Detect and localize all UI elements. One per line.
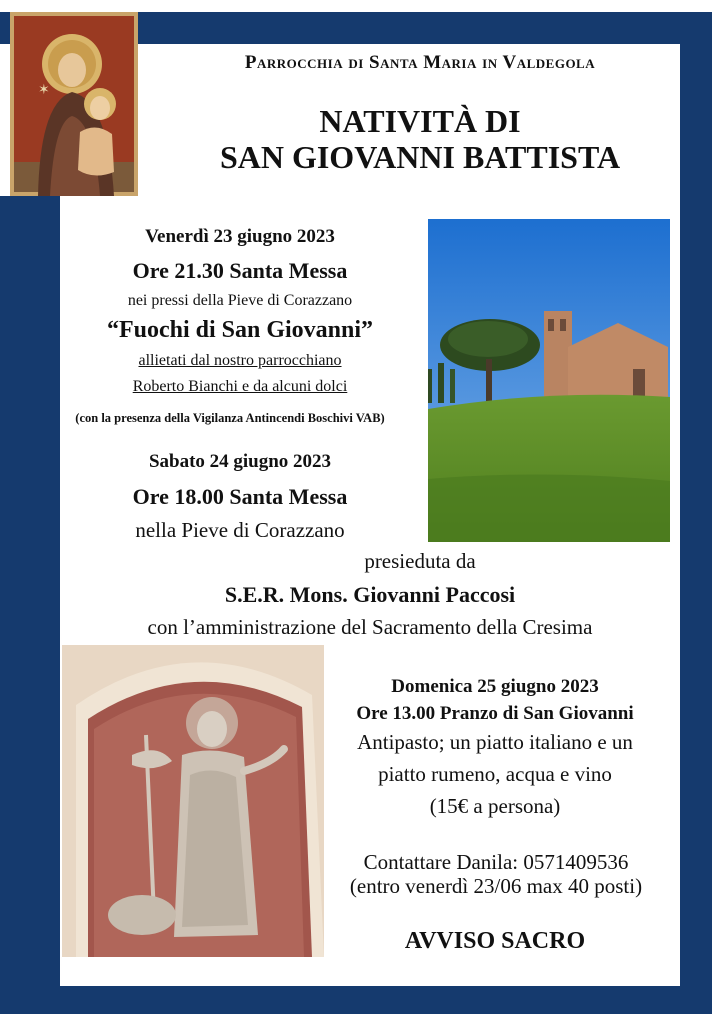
friday-mass: Ore 21.30 Santa Messa: [132, 258, 348, 283]
sunday-menu-2: piatto rumeno, acqua e vino: [378, 762, 612, 786]
frame-left: [0, 196, 60, 1014]
sunday-menu-1: Antipasto; un piatto italiano e un: [357, 730, 633, 754]
notice-label: AVVISO SACRO: [404, 928, 586, 954]
title-line-2: SAN GIOVANNI BATTISTA: [219, 139, 621, 175]
saturday-mass: Ore 18.00 Santa Messa: [132, 484, 348, 509]
frame-bottom: [0, 986, 712, 1014]
sunday-contact: Contattare Danila: 0571409536: [363, 850, 629, 874]
saturday-confirmation: con l’amministrazione del Sacramento della Cresima: [147, 615, 593, 639]
saturday-date: Sabato 24 giugno 2023: [148, 451, 332, 472]
svg-text:✶: ✶: [38, 82, 50, 98]
saturday-bishop: S.E.R. Mons. Giovanni Paccosi: [224, 582, 516, 607]
friday-place: nei pressi della Pieve di Corazzano: [127, 292, 353, 309]
madonna-painting: [10, 12, 138, 196]
friday-presence: (con la presenza della Vigilanza Antincendi Boschivi VAB): [75, 411, 385, 425]
church-photo: [428, 219, 670, 542]
friday-date: Venerdì 23 giugno 2023: [145, 226, 335, 247]
sunday-price: (15€ a persona): [429, 794, 561, 818]
sunday-deadline: (entro venerdì 23/06 max 40 posti): [349, 874, 643, 898]
friday-note-2: Roberto Bianchi e da alcuni dolci: [132, 378, 348, 395]
saturday-presided: presieduta da: [364, 549, 476, 573]
sunday-date: Domenica 25 giugno 2023: [391, 676, 599, 697]
saint-john-fresco: [62, 645, 324, 957]
title-line-1: NATIVITÀ DI: [319, 103, 521, 139]
friday-event: “Fuochi di San Giovanni”: [106, 317, 374, 343]
page-title: [140, 103, 700, 175]
saturday-place: nella Pieve di Corazzano: [135, 518, 345, 542]
friday-note-1: allietati dal nostro parrocchiano: [138, 352, 342, 369]
sunday-lunch: Ore 13.00 Pranzo di San Giovanni: [356, 703, 634, 724]
parish-name: Parrocchia di Santa Maria in Valdegola: [244, 52, 596, 73]
